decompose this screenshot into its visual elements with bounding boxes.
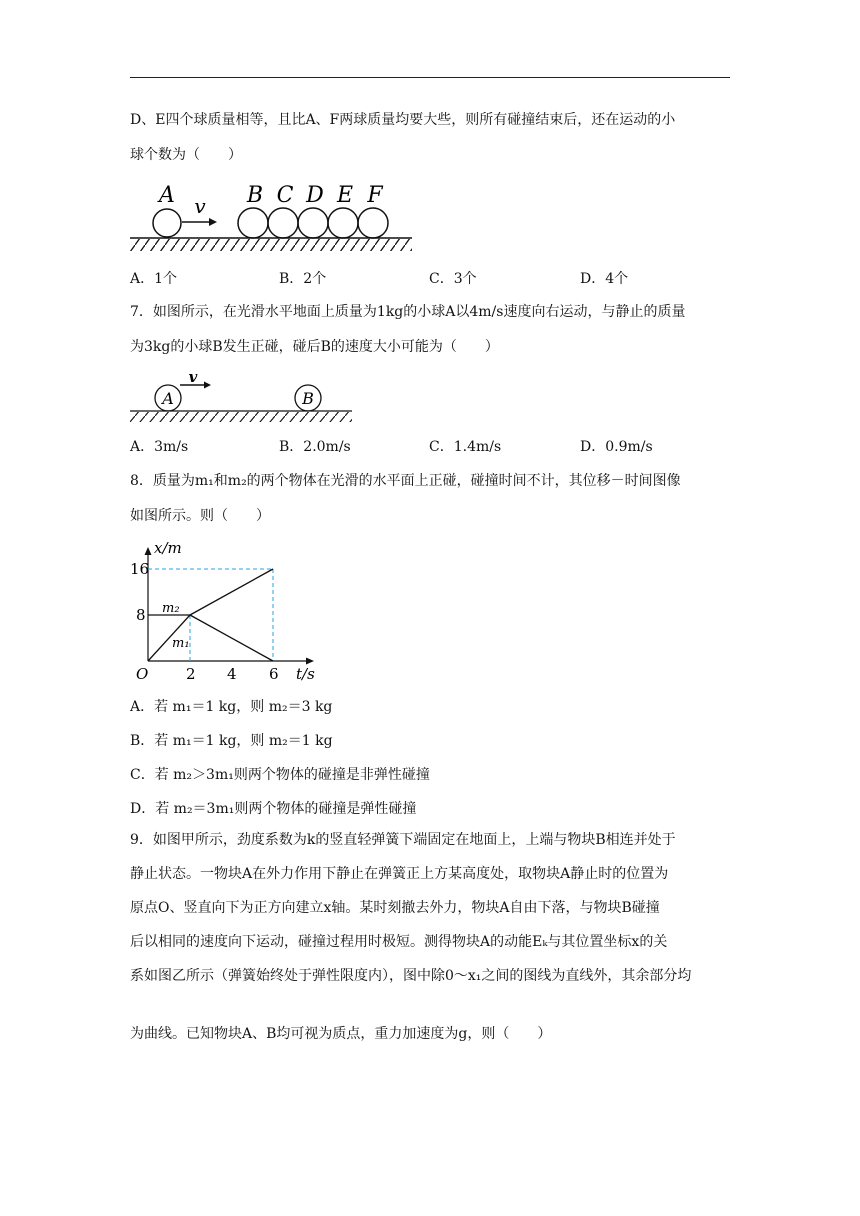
q7-option-c[interactable]: C．1.4m/s [429, 439, 502, 455]
q6-label-a: A [159, 183, 175, 208]
q9-text-line5: 系如图乙所示（弹簧始终处于弹性限度内），图中除0～x₁之间的图线为直线外，其余部分均 [130, 968, 692, 984]
q8-option-a[interactable]: A．若 m₁＝1 kg，则 m₂＝3 kg [130, 699, 333, 715]
q9-text-line6: 为曲线。已知物块A、B均可视为质点，重力加速度为g，则（ ） [130, 1026, 552, 1042]
q6-ball-c [268, 208, 298, 238]
q6-option-c[interactable]: C．3个 [429, 271, 477, 287]
q7-velocity-arrowhead [204, 382, 211, 389]
q6-label-e: E [336, 183, 354, 208]
q7-option-b[interactable]: B．2.0m/s [279, 439, 351, 455]
q8-t-axis-arrow [306, 658, 314, 665]
q8-origin-label: O [136, 665, 149, 683]
q6-label-v: v [194, 194, 206, 218]
q6-ball-d [298, 208, 328, 238]
q7-text-line2: 为3kg的小球B发生正碰，碰后B的速度大小可能为（ ） [130, 339, 499, 355]
q8-tick-4: 4 [227, 665, 237, 683]
q6-ball-row [238, 183, 388, 238]
q8-m2-after [190, 569, 273, 615]
q9-text-line1: 9．如图甲所示，劲度系数为k的竖直轻弹簧下端固定在地面上，上端与物块B相连并处于 [130, 832, 676, 848]
q8-text-line2: 如图所示。则（ ） [130, 508, 270, 524]
header-rule [130, 77, 730, 78]
q7-text-line1: 7．如图所示，在光滑水平地面上质量为1kg的小球A以4m/s速度向右运动，与静止的质量 [130, 304, 686, 320]
q7-collision-figure [125, 368, 360, 430]
q6-collision-figure [125, 175, 415, 255]
q8-label-m1: m₁ [172, 636, 190, 651]
q7-ground-hatch [130, 412, 352, 422]
q8-position-time-graph [128, 537, 328, 685]
q8-t-axis-label: t/s [296, 665, 315, 683]
q6-label-f: F [367, 183, 383, 208]
q6-label-d: D [306, 183, 324, 208]
q8-text-line1: 8．质量为m₁和m₂的两个物体在光滑的水平面上正碰，碰撞时间不计，其位移－时间图像 [130, 473, 681, 489]
q9-text-line2: 静止状态。一物块A在外力作用下静止在弹簧正上方某高度处，取物块A静止时的位置为 [130, 866, 669, 882]
q6-ball-f [358, 208, 388, 238]
q9-text-line3: 原点O、竖直向下为正方向建立x轴。某时刻撤去外力，物块A自由下落，与物块B碰撞 [130, 900, 660, 916]
q8-tick-16: 16 [130, 560, 150, 578]
q6-text-line2: 球个数为（ ） [130, 147, 242, 163]
q6-text-line1: D、E四个球质量相等，且比A、F两球质量均要大些，则所有碰撞结束后，还在运动的小 [130, 112, 676, 128]
q8-tick-6: 6 [269, 665, 279, 683]
q8-m1-after [190, 615, 273, 661]
q6-ball-a [153, 209, 181, 237]
q8-x-axis-arrow [145, 547, 152, 555]
q6-ground-hatch [130, 239, 412, 251]
q6-option-d[interactable]: D．4个 [580, 271, 629, 287]
q8-tick-8: 8 [136, 606, 146, 624]
q7-label-v: v [188, 368, 198, 386]
q7-option-a[interactable]: A．3m/s [130, 439, 189, 455]
q6-label-c: C [276, 183, 294, 208]
q6-label-b: B [246, 183, 264, 208]
q8-option-c[interactable]: C．若 m₂＞3m₁则两个物体的碰撞是非弹性碰撞 [130, 767, 430, 783]
q8-tick-2: 2 [186, 665, 196, 683]
q7-label-a: A [162, 389, 174, 408]
q6-option-a[interactable]: A．1个 [130, 271, 178, 287]
q8-label-m2: m₂ [162, 601, 180, 616]
q6-velocity-arrowhead [209, 218, 217, 226]
q6-ball-b [238, 208, 268, 238]
q6-ball-e [328, 208, 358, 238]
q7-label-b: B [302, 389, 314, 408]
q9-text-line4: 后以相同的速度向下运动，碰撞过程用时极短。测得物块A的动能Eₖ与其位置坐标x的关 [130, 934, 668, 950]
q8-option-b[interactable]: B．若 m₁＝1 kg，则 m₂＝1 kg [130, 733, 333, 749]
q6-option-b[interactable]: B．2个 [279, 271, 327, 287]
q7-option-d[interactable]: D．0.9m/s [580, 439, 653, 455]
q8-x-axis-label: x/m [154, 539, 182, 557]
q8-option-d[interactable]: D．若 m₂＝3m₁则两个物体的碰撞是弹性碰撞 [130, 801, 417, 817]
